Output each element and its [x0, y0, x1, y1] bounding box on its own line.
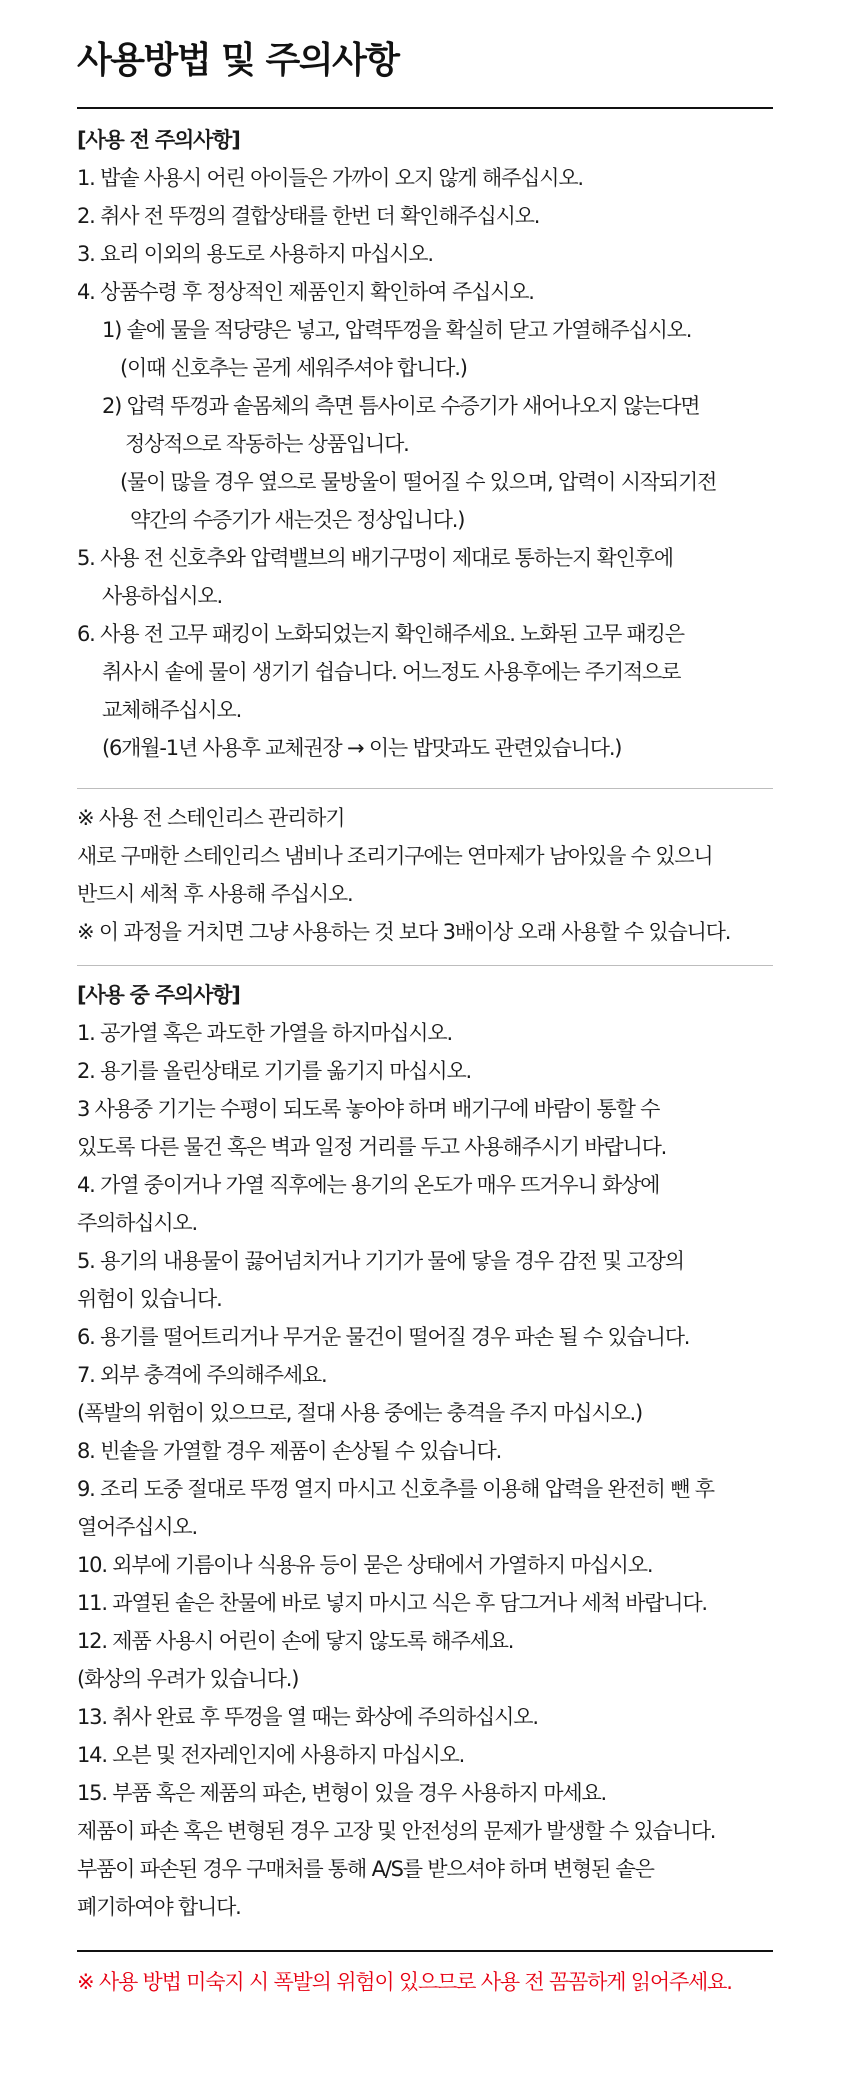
- list-item: 13. 취사 완료 후 뚜껑을 열 때는 화상에 주의하십시오.: [77, 1705, 538, 1729]
- list-item: 2. 취사 전 뚜껑의 결합상태를 한번 더 확인해주십시오.: [77, 204, 540, 228]
- list-item-continuation: 사용하십시오.: [102, 584, 222, 608]
- section-divider: [77, 788, 773, 789]
- list-item: 7. 외부 충격에 주의해주세요.: [77, 1363, 327, 1387]
- list-item: 8. 빈솥을 가열할 경우 제품이 손상될 수 있습니다.: [77, 1439, 502, 1463]
- list-item: 9. 조리 도중 절대로 뚜껑 열지 마시고 신호추를 이용해 압력을 완전히 뺀 후: [77, 1477, 714, 1501]
- list-item-note: (6개월-1년 사용후 교체권장 → 이는 밥맛과도 관련있습니다.): [102, 736, 622, 760]
- sub-list-note: (이때 신호추는 곧게 세워주셔야 합니다.): [120, 356, 467, 380]
- list-item: 4. 상품수령 후 정상적인 제품인지 확인하여 주십시오.: [77, 280, 534, 304]
- stainless-text: 반드시 세척 후 사용해 주십시오.: [77, 882, 353, 906]
- list-item: 1. 공가열 혹은 과도한 가열을 하지마십시오.: [77, 1021, 452, 1045]
- list-item: 3. 요리 이외의 용도로 사용하지 마십시오.: [77, 242, 433, 266]
- list-item-continuation: 주의하십시오.: [77, 1211, 197, 1235]
- section-heading-before-use: [사용 전 주의사항]: [77, 128, 240, 152]
- sub-list-item: 2) 압력 뚜껑과 솥몸체의 측면 틈사이로 수증기가 새어나오지 않는다면: [102, 394, 700, 418]
- list-item-continuation: 제품이 파손 혹은 변형된 경우 고장 및 안전성의 문제가 발생할 수 있습니다.: [77, 1819, 716, 1843]
- list-item-continuation: 있도록 다른 물건 혹은 벽과 일정 거리를 두고 사용해주시기 바랍니다.: [77, 1135, 667, 1159]
- list-item-continuation: 위험이 있습니다.: [77, 1287, 222, 1311]
- list-item: 4. 가열 중이거나 가열 직후에는 용기의 온도가 매우 뜨거우니 화상에: [77, 1173, 660, 1197]
- list-item-note: (폭발의 위험이 있으므로, 절대 사용 중에는 충격을 주지 마십시오.): [77, 1401, 642, 1425]
- list-item: 12. 제품 사용시 어린이 손에 닿지 않도록 해주세요.: [77, 1629, 514, 1653]
- stainless-text: 새로 구매한 스테인리스 냄비나 조리기구에는 연마제가 남아있을 수 있으니: [77, 844, 713, 868]
- list-item: 2. 용기를 올린상태로 기기를 옮기지 마십시오.: [77, 1059, 472, 1083]
- stainless-note: ※ 이 과정을 거치면 그냥 사용하는 것 보다 3배이상 오래 사용할 수 있습니다.: [77, 920, 731, 944]
- list-item-note: (화상의 우려가 있습니다.): [77, 1667, 299, 1691]
- footer-divider: [77, 1950, 773, 1952]
- list-item-continuation: 폐기하여야 합니다.: [77, 1895, 241, 1919]
- list-item: 5. 사용 전 신호추와 압력밸브의 배기구멍이 제대로 통하는지 확인후에: [77, 546, 673, 570]
- sub-list-note: (물이 많을 경우 옆으로 물방울이 떨어질 수 있으며, 압력이 시작되기전: [120, 470, 717, 494]
- list-item: 3 사용중 기기는 수평이 되도록 놓아야 하며 배기구에 바람이 통할 수: [77, 1097, 660, 1121]
- sub-list-note-continuation: 약간의 수증기가 새는것은 정상입니다.): [130, 508, 465, 532]
- title-divider: [77, 107, 773, 109]
- before-use-section: [77, 121, 837, 767]
- list-item: 6. 용기를 떨어트리거나 무거운 물건이 떨어질 경우 파손 될 수 있습니다.: [77, 1325, 690, 1349]
- list-item: 14. 오븐 및 전자레인지에 사용하지 마십시오.: [77, 1743, 465, 1767]
- list-item-continuation: 부품이 파손된 경우 구매처를 통해 A/S를 받으셔야 하며 변형된 솥은: [77, 1857, 654, 1881]
- stainless-care-section: [77, 799, 837, 951]
- sub-list-item: 1) 솥에 물을 적당량은 넣고, 압력뚜껑을 확실히 닫고 가열해주십시오.: [102, 318, 692, 342]
- sub-list-continuation: 정상적으로 작동하는 상품입니다.: [125, 432, 409, 456]
- list-item: 6. 사용 전 고무 패킹이 노화되었는지 확인해주세요. 노화된 고무 패킹은: [77, 622, 684, 646]
- section-divider: [77, 965, 773, 966]
- list-item: 15. 부품 혹은 제품의 파손, 변형이 있을 경우 사용하지 마세요.: [77, 1781, 607, 1805]
- section-heading-during-use: [사용 중 주의사항]: [77, 983, 240, 1007]
- list-item: 10. 외부에 기름이나 식용유 등이 묻은 상태에서 가열하지 마십시오.: [77, 1553, 653, 1577]
- list-item: 11. 과열된 솥은 찬물에 바로 넣지 마시고 식은 후 담그거나 세척 바랍니다.: [77, 1591, 707, 1615]
- explosion-warning: ※ 사용 방법 미숙지 시 폭발의 위험이 있으므로 사용 전 꼼꼼하게 읽어주세요.: [77, 1970, 732, 1994]
- list-item-continuation: 열어주십시오.: [77, 1515, 197, 1539]
- list-item: 5. 용기의 내용물이 끓어넘치거나 기기가 물에 닿을 경우 감전 및 고장의: [77, 1249, 684, 1273]
- list-item: 1. 밥솥 사용시 어린 아이들은 가까이 오지 않게 해주십시오.: [77, 166, 583, 190]
- stainless-heading: ※ 사용 전 스테인리스 관리하기: [77, 806, 345, 830]
- page-title: 사용방법 및 주의사항: [77, 40, 399, 81]
- during-use-section: [77, 976, 837, 1926]
- list-item-continuation: 취사시 솥에 물이 생기기 쉽습니다. 어느정도 사용후에는 주기적으로: [102, 660, 681, 684]
- list-item-continuation: 교체해주십시오.: [102, 698, 242, 722]
